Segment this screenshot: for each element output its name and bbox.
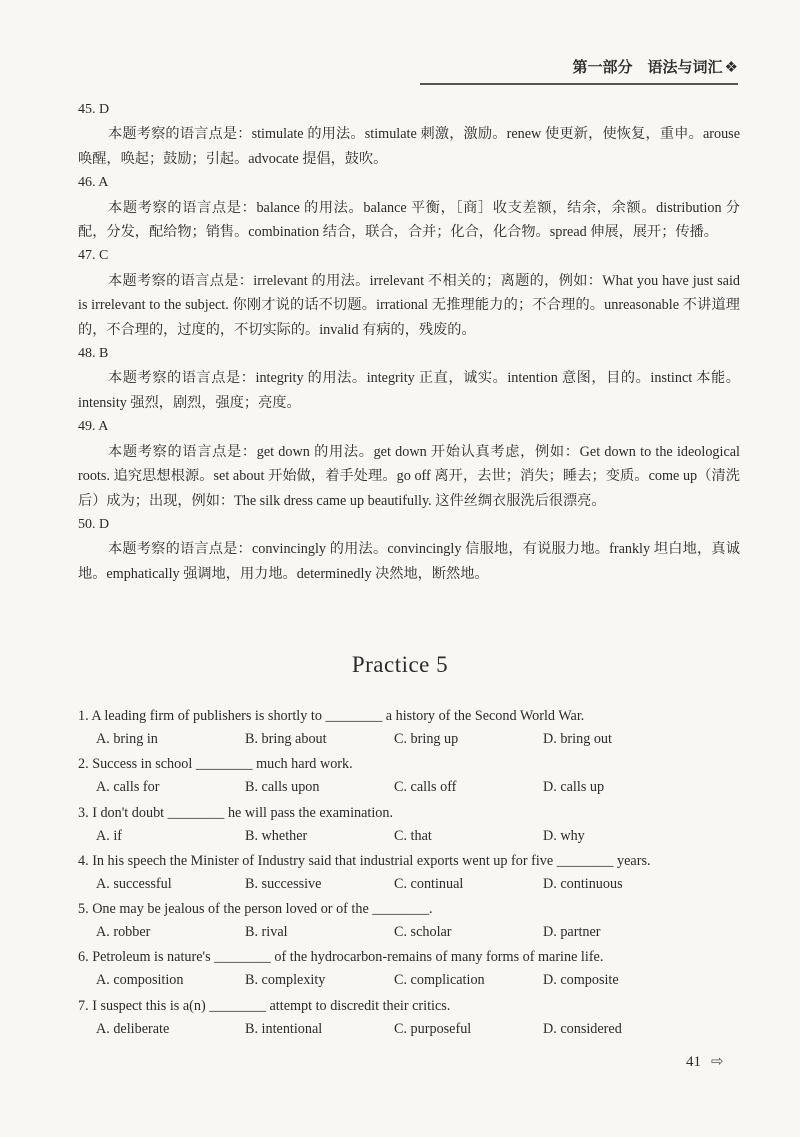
question-item bbox=[78, 946, 740, 994]
practice-title: Practice 5 bbox=[351, 652, 449, 677]
answer-heading: 50. D bbox=[78, 516, 110, 532]
answer-heading: 48. B bbox=[78, 346, 109, 362]
option-d: D. composite bbox=[543, 972, 619, 989]
question-stem: 6. Petroleum is nature's ________ of the hydrocarbon-remains of many forms of marine life. bbox=[78, 949, 604, 966]
answer-explanation: 本题考察的语言点是：convincingly 的用法。convincingly 信服地，有说服力地。frankly 坦白地，真诚地。emphatically 强调地，用力地。determinedly 决然地，断然地。 bbox=[78, 541, 740, 582]
question-item bbox=[78, 802, 740, 850]
question-stem: 3. I don't doubt ________ he will pass the examination. bbox=[78, 804, 394, 821]
option-c: C. bring up bbox=[394, 731, 459, 747]
option-c: C. continual bbox=[394, 875, 464, 892]
question-item bbox=[78, 705, 740, 753]
option-b: B. whether bbox=[245, 827, 308, 844]
question-stem: 7. I suspect this is a(n) ________ attempt to discredit their critics. bbox=[78, 997, 451, 1014]
option-b: B. bring about bbox=[245, 731, 327, 747]
option-row bbox=[78, 728, 740, 751]
answer-heading: 46. A bbox=[78, 175, 109, 191]
option-b: B. rival bbox=[245, 924, 288, 941]
answer-explanation: 本题考察的语言点是：stimulate 的用法。stimulate 刺激，激励。renew 使更新，使恢复，重申。arouse 唤醒，唤起；鼓励；引起。advocate 提倡，鼓吹。 bbox=[78, 126, 740, 167]
option-b: B. calls upon bbox=[245, 779, 320, 796]
option-d: D. why bbox=[543, 827, 585, 844]
page-number: 41 bbox=[686, 1054, 701, 1070]
answer-explanation: 本题考察的语言点是：get down 的用法。get down 开始认真考虑，例如：Get down to the ideological roots. 追究思想根源。set about 开始做，着手处理。go off 离开，去世；消失；睡去；变质。come up（清洗后）成为；出现，例如：The silk dress came up beautifully. 这件丝绸衣服洗后很漂亮。 bbox=[78, 443, 740, 509]
option-b: B. complexity bbox=[245, 972, 326, 989]
answer-block bbox=[78, 513, 740, 586]
option-d: D. bring out bbox=[543, 731, 612, 747]
option-row bbox=[78, 921, 740, 944]
option-a: A. calls for bbox=[96, 779, 160, 796]
diamond-ornament-icon: ❖ bbox=[724, 58, 738, 76]
question-item bbox=[78, 898, 740, 946]
question-list bbox=[78, 705, 740, 1043]
option-row bbox=[78, 873, 740, 896]
option-a: A. robber bbox=[96, 924, 151, 941]
question-stem: 1. A leading firm of publishers is shortly to ________ a history of the Second World War. bbox=[78, 708, 585, 724]
option-a: A. deliberate bbox=[96, 1020, 170, 1037]
option-row bbox=[78, 825, 740, 848]
option-b: B. intentional bbox=[245, 1020, 323, 1037]
option-row bbox=[78, 969, 740, 992]
question-item bbox=[78, 850, 740, 898]
option-c: C. scholar bbox=[394, 924, 452, 941]
option-a: A. bring in bbox=[96, 731, 158, 747]
option-c: C. calls off bbox=[394, 779, 457, 796]
question-stem: 4. In his speech the Minister of Industry said that industrial exports went up for five ________ years. bbox=[78, 852, 651, 869]
section-title: 第一部分 语法与词汇 bbox=[572, 58, 723, 76]
question-item bbox=[78, 753, 740, 801]
option-a: A. successful bbox=[96, 875, 172, 892]
option-a: A. composition bbox=[96, 972, 184, 989]
answer-block bbox=[78, 171, 740, 244]
option-d: D. continuous bbox=[543, 875, 623, 892]
answer-explanation: 本题考察的语言点是：integrity 的用法。integrity 正直，诚实。intention 意图，目的。instinct 本能。intensity 强烈，剧烈，强度；亮度。 bbox=[78, 370, 740, 411]
answer-block bbox=[78, 415, 740, 513]
answer-block bbox=[78, 342, 740, 415]
page-footer bbox=[686, 1052, 724, 1071]
question-item bbox=[78, 995, 740, 1043]
question-stem: 5. One may be jealous of the person loved or of the ________. bbox=[78, 901, 433, 918]
option-d: D. considered bbox=[543, 1020, 622, 1037]
answer-explanation: 本题考察的语言点是：irrelevant 的用法。irrelevant 不相关的；离题的，例如：What you have just said is irrelevant to the subject. 你刚才说的话不切题。irrational 无推理能力的；不合理的。unreasonable 不讲道理的，不合理的，过度的，不切实际的。invalid 有病的，残废的。 bbox=[78, 272, 740, 338]
next-page-arrow-icon: ⇨ bbox=[711, 1052, 724, 1070]
option-c: C. that bbox=[394, 827, 432, 844]
answer-explanation: 本题考察的语言点是：balance 的用法。balance 平衡，［商］收支差额，结余，余额。distribution 分配，分发，配给物；销售。combination 结合，联合，合并；化合，化合物。spread 伸展，展开；传播。 bbox=[78, 199, 740, 241]
option-row bbox=[78, 1018, 740, 1041]
answer-heading: 45. D bbox=[78, 102, 110, 117]
running-header bbox=[420, 56, 738, 85]
option-a: A. if bbox=[96, 827, 123, 844]
answer-heading: 47. C bbox=[78, 248, 109, 264]
answer-explanations bbox=[78, 98, 740, 586]
option-row bbox=[78, 776, 740, 799]
answer-block bbox=[78, 244, 740, 342]
answer-block bbox=[78, 98, 740, 171]
question-stem: 2. Success in school ________ much hard work. bbox=[78, 756, 353, 773]
answer-heading: 49. A bbox=[78, 419, 109, 435]
option-d: D. partner bbox=[543, 924, 601, 941]
option-c: C. purposeful bbox=[394, 1020, 472, 1037]
option-b: B. successive bbox=[245, 875, 322, 892]
option-c: C. complication bbox=[394, 972, 485, 989]
option-d: D. calls up bbox=[543, 779, 605, 796]
